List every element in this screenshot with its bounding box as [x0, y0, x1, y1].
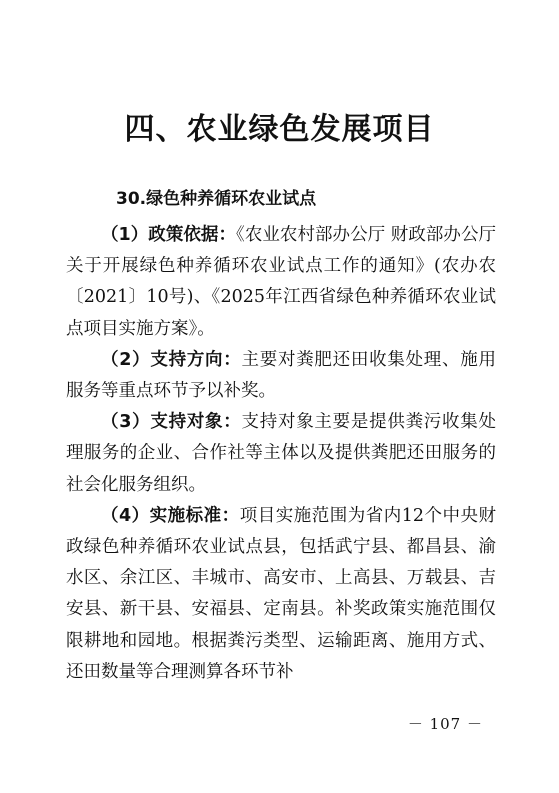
paragraph-text: 支持对象主要是提供粪污收集处理服务的企业、合作社等主体以及提供粪肥还田服务的社会化服务组织。 — [66, 412, 496, 495]
body-text — [66, 220, 496, 688]
page-title: 四、农业绿色发展项目 — [124, 112, 435, 147]
paragraph-text: 《农业农村部办公厅 财政部办公厅关于开展绿色种养循环农业试点工作的通知》(农办农〔2021〕10号)、《2025年江西省绿色种养循环农业试点项目实施方案》。 — [66, 225, 496, 339]
paragraph-text: 主要对粪肥还田收集处理、施用服务等重点环节予以补奖。 — [66, 349, 496, 402]
page-number: － 107 － — [407, 715, 483, 733]
paragraph-implementation-standard — [66, 501, 496, 688]
paragraph-support-target — [66, 407, 496, 501]
paragraph-text: 项目实施范围为省内12个中央财政绿色种养循环农业试点县，包括武宁县、都昌县、渝水区、余江区、丰城市、高安市、上高县、万载县、吉安县、新干县、安福县、定南县。补奖政策实施范围仅限耕地和园地。根据粪污类型、运输距离、施用方式、还田数量等合理测算各环节补 — [66, 505, 496, 682]
paragraph-label: （2）支持方向： — [101, 349, 242, 370]
paragraph-label: （3）支持对象： — [101, 412, 242, 433]
paragraph-support-direction — [66, 345, 496, 407]
paragraph-label: （1）政策依据： — [101, 225, 237, 245]
paragraph-policy-basis — [66, 220, 496, 345]
section-heading: 30.绿色种养循环农业试点 — [116, 189, 317, 209]
paragraph-label: （4）实施标准： — [101, 505, 240, 526]
